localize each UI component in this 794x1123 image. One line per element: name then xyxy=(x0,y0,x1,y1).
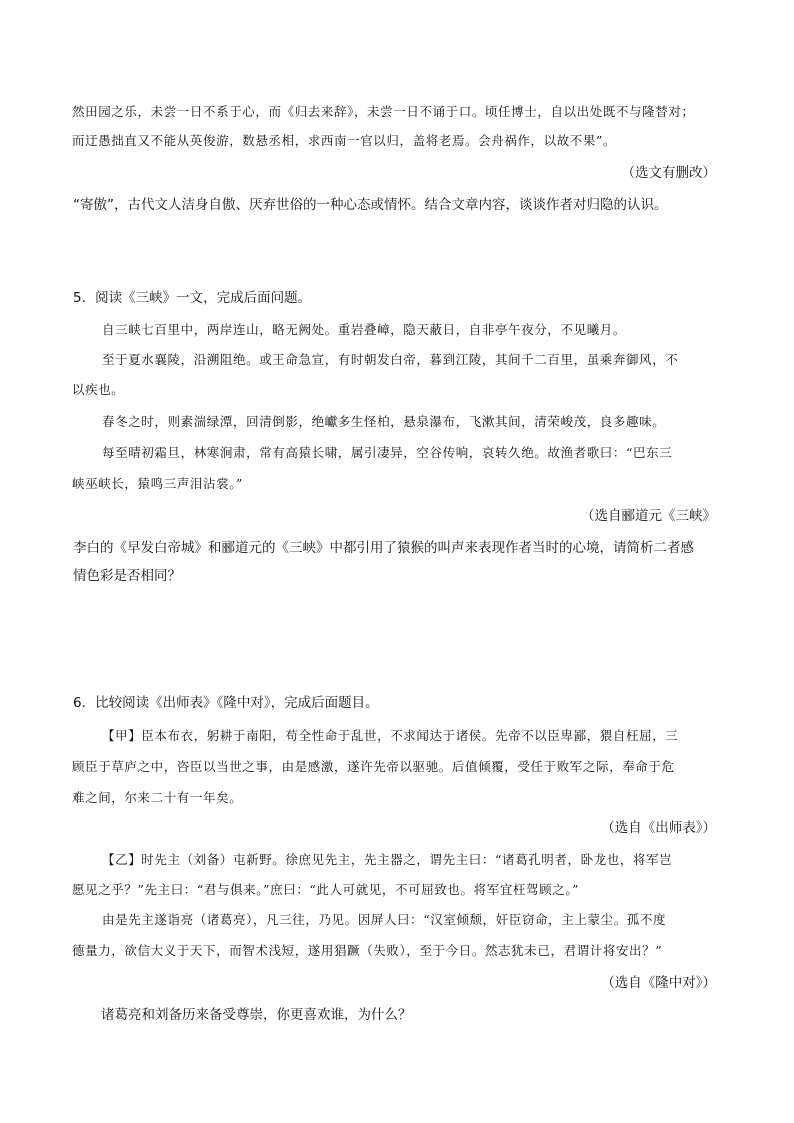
q6-question: 诸葛亮和刘备历来备受尊崇，你更喜欢谁，为什么？ xyxy=(101,1007,412,1023)
q6-jia-line2: 顾臣于草庐之中，咨臣以当世之事，由是感激，遂许先帝以驱驰。后值倾覆，受任于败军之际，奉命于危 xyxy=(72,759,675,774)
q5-paragraph4-line2: 峡巫峡长，猿鸣三声泪沾裳。” xyxy=(72,476,244,491)
q6-yi-paragraph2-line2: 德量力，欲信大义于天下，而智术浅短，遂用猖蹶（失败），至于今日。然志犹未已，君谓计将安出？” xyxy=(72,943,663,958)
q5-heading: 5．阅读《三峡》一文，完成后面问题。 xyxy=(73,290,312,306)
q6-heading: 6．比较阅读《出师表》《隆中对》，完成后面题目。 xyxy=(73,695,379,711)
passage4-line2: 而迂愚拙直又不能从英俊游，数悬丞相，求西南一官以归，盖将老焉。会舟祸作，以故不果”。 xyxy=(72,133,617,148)
q5-paragraph4-line1: 每至晴初霜旦，林寒涧肃，常有高猿长啸，属引凄异，空谷传响，哀转久绝。故渔者歌曰：“巴东三 xyxy=(102,445,673,460)
q6-yi-line1: 【乙】时先主（刘备）屯新野。徐庶见先主，先主器之，谓先主曰：“诸葛孔明者，卧龙也，将军岂 xyxy=(102,852,673,867)
q6-jia-line3: 难之间，尔来二十有一年矣。 xyxy=(72,790,243,805)
passage4-source: （选文有删改） xyxy=(621,165,716,181)
q5-paragraph2-line2: 以疾也。 xyxy=(72,382,125,397)
q6-jia-source: （选自《出师表》） xyxy=(601,820,716,836)
passage4-line1: 然田园之乐，未尝一日不系于心，而《归去来辞》，未尝一日不诵于口。顷任博士，自以出处既不与隆替对； xyxy=(72,104,695,119)
q5-paragraph2-line1: 至于夏水襄陵，沿溯阻绝。或王命急宣，有时朝发白帝，暮到江陵，其间千二百里，虽乘奔御风，不 xyxy=(102,352,679,367)
q6-yi-source: （选自《隆中对》） xyxy=(601,975,716,991)
q5-question-line2: 情色彩是否相同？ xyxy=(73,568,181,584)
q5-paragraph3: 春冬之时，则素湍绿潭，回清倒影，绝巘多生怪柏，悬泉瀑布，飞漱其间，清荣峻茂，良多趣味。 xyxy=(102,414,666,429)
passage4-question: “寄傲”，古代文人洁身自傲、厌弃世俗的一种心态或情怀。结合文章内容，谈谈作者对归隐的认识。 xyxy=(73,197,668,213)
q6-yi-line2: 愿见之乎？”先主曰：“君与俱来。”庶曰：“此人可就见，不可屈致也。将军宜枉驾顾之。” xyxy=(72,882,580,897)
q6-yi-paragraph2-line1: 由是先主遂诣亮（诸葛亮），凡三往，乃见。因屏人曰：“汉室倾颓，奸臣窃命，主上蒙尘。孤不度 xyxy=(102,912,667,927)
q5-source: （选自郦道元《三峡》 xyxy=(581,508,716,524)
q5-paragraph1: 自三峡七百里中，两岸连山，略无阙处。重岩叠嶂，隐天蔽日，自非亭午夜分，不见曦月。 xyxy=(102,322,627,337)
q6-jia-line1: 【甲】臣本布衣，躬耕于南阳，苟全性命于乱世，不求闻达于诸侯。先帝不以臣卑鄙，猥自枉屈，三 xyxy=(102,728,679,743)
q5-question-line1: 李白的《早发白帝城》和郦道元的《三峡》中都引用了猿猴的叫声来表现作者当时的心境，请简析二者感 xyxy=(73,540,694,556)
